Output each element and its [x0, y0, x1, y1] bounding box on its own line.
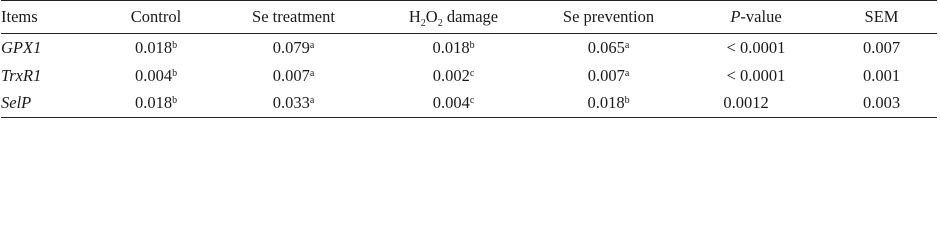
cell-value: 0.018 — [587, 93, 625, 113]
cell-superscript: a — [624, 39, 630, 51]
cell-h2o2-damage — [376, 90, 531, 118]
table-row — [1, 90, 937, 118]
h2o2-sub-2: 2 — [437, 18, 443, 29]
cell-value: 0.007 — [272, 65, 310, 85]
cell-h2o2-damage — [376, 34, 531, 62]
row-item-trxr1: TrxR1 — [1, 65, 42, 85]
cell-value: 0.002 — [432, 65, 470, 85]
cell-control — [101, 62, 211, 90]
cell-value: 0.065 — [587, 37, 625, 57]
h2o2-rest: damage — [442, 7, 499, 26]
row-item-selp: SelP — [1, 90, 101, 118]
cell-control — [101, 90, 211, 118]
cell-pvalue: 0.0012 — [686, 90, 826, 118]
cell-superscript: a — [309, 39, 315, 51]
cell-value: 0.018 — [134, 37, 173, 57]
cell-value: 0.004 — [134, 65, 173, 85]
cell-value: 0.018 — [134, 93, 173, 113]
pvalue-rest: -value — [740, 7, 782, 26]
header-se-prevention: Se prevention — [531, 1, 686, 34]
header-sem: SEM — [826, 1, 937, 34]
cell-superscript: b — [172, 95, 178, 107]
cell-control — [101, 34, 211, 62]
cell-superscript: a — [624, 67, 630, 79]
header-row — [1, 1, 937, 34]
row-item-gpx1: GPX1 — [1, 37, 42, 57]
cell-superscript: a — [309, 95, 315, 107]
header-pvalue — [686, 1, 826, 34]
h2o2-sub-1: 2 — [420, 18, 426, 29]
cell-value: 0.018 — [432, 37, 470, 57]
pvalue-italic-p: P — [730, 7, 741, 26]
header-h2o2-damage — [376, 1, 531, 34]
cell-sem: 0.001 — [862, 65, 901, 85]
cell-se-prevention — [531, 62, 686, 90]
cell-value: 0.004 — [432, 93, 470, 113]
cell-se-treatment — [211, 62, 376, 90]
h2o2-h: H — [408, 7, 421, 26]
h2o2-o: O — [425, 7, 438, 26]
data-table — [1, 0, 937, 118]
cell-value: 0.033 — [272, 93, 310, 113]
header-items: Items — [1, 1, 101, 34]
cell-superscript: b — [624, 95, 630, 107]
cell-superscript: c — [469, 95, 475, 107]
cell-superscript: b — [469, 39, 475, 51]
cell-value: 0.007 — [587, 65, 625, 85]
table-header — [1, 1, 937, 34]
table-row — [1, 34, 937, 62]
cell-se-prevention — [531, 34, 686, 62]
table-body — [1, 34, 937, 118]
data-table-container — [1, 0, 937, 116]
table-row — [1, 62, 937, 90]
header-control: Control — [101, 1, 211, 34]
cell-superscript: b — [172, 39, 178, 51]
cell-superscript: b — [172, 67, 178, 79]
cell-superscript: c — [469, 67, 475, 79]
cell-se-prevention — [531, 90, 686, 118]
header-se-treatment: Se treatment — [211, 1, 376, 34]
cell-sem: 0.007 — [862, 37, 901, 57]
cell-superscript: a — [309, 67, 315, 79]
cell-value: 0.079 — [272, 37, 310, 57]
cell-h2o2-damage — [376, 62, 531, 90]
cell-pvalue: < 0.0001 — [726, 37, 786, 57]
cell-sem: 0.003 — [826, 90, 937, 118]
cell-se-treatment — [211, 34, 376, 62]
cell-pvalue: < 0.0001 — [726, 65, 786, 85]
cell-se-treatment — [211, 90, 376, 118]
